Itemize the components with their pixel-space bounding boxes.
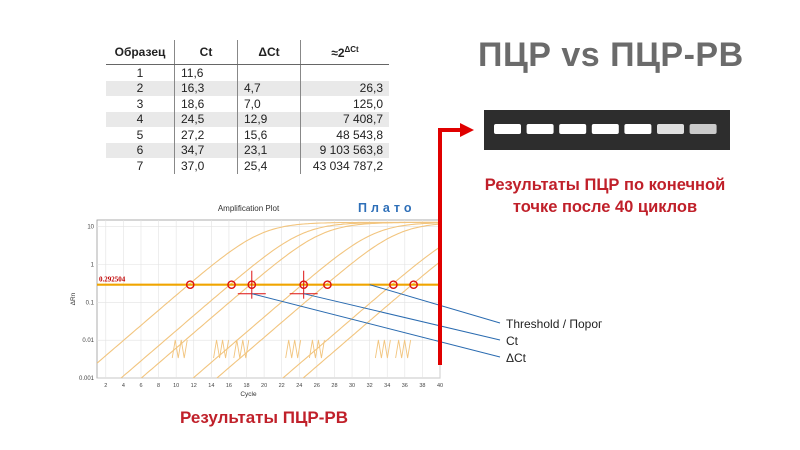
- x-tick-label: 34: [384, 383, 391, 389]
- threshold-value-label: 0.292504: [99, 275, 126, 284]
- y-tick-label: 0.001: [78, 376, 94, 382]
- cell-fold: 48 543,8: [301, 127, 390, 143]
- cell-ct: 11,6: [175, 65, 238, 81]
- x-tick-label: 16: [225, 383, 232, 389]
- cell-sample: 1: [136, 65, 144, 80]
- x-axis-label: Cycle: [240, 391, 257, 398]
- cell-sample: 5: [136, 127, 144, 142]
- x-tick-label: 10: [173, 383, 180, 389]
- y-axis-label: ΔRn: [70, 292, 77, 306]
- gel-band: [559, 124, 586, 134]
- x-tick-label: 26: [313, 383, 320, 389]
- x-tick-label: 40: [436, 383, 444, 389]
- plot-title: Amplification Plot: [217, 204, 280, 213]
- cell-sample: 7: [136, 158, 144, 173]
- gel-band: [527, 124, 554, 134]
- x-tick-label: 38: [419, 383, 426, 389]
- col-header-delta-ct: ΔCt: [238, 40, 301, 65]
- cell-fold: 9 103 563,8: [301, 143, 390, 159]
- col-header-sample: Образец: [106, 40, 175, 65]
- cell-delta-ct: 12,9: [238, 112, 301, 128]
- gel-band: [592, 124, 619, 134]
- y-tick-label: 10: [87, 224, 94, 231]
- cell-ct: 37,0: [175, 158, 238, 174]
- cell-delta-ct: 25,4: [238, 158, 301, 174]
- cell-delta-ct: 23,1: [238, 143, 301, 159]
- fold-header-exponent: ΔCt: [344, 44, 359, 54]
- x-tick-label: 4: [121, 383, 125, 389]
- x-tick-label: 2: [104, 383, 108, 389]
- cell-sample: 4: [106, 112, 175, 128]
- y-tick-label: 1: [90, 262, 94, 269]
- rt-pcr-caption: Результаты ПЦР-РВ: [180, 408, 348, 427]
- gel-caption: Результаты ПЦР по конечной точке после 40 циклов: [484, 176, 726, 216]
- x-tick-label: 22: [278, 383, 285, 389]
- cell-fold: 125,0: [301, 96, 390, 112]
- plateau-label: Плато: [358, 201, 416, 215]
- cell-fold: 43 034 787,2: [301, 158, 390, 174]
- y-tick-label: 0.01: [82, 338, 94, 345]
- gel-band: [624, 124, 651, 134]
- cell-fold: 26,3: [301, 81, 390, 97]
- cell-sample: 2: [106, 81, 175, 97]
- slide-title: ПЦР vs ПЦР-РВ: [478, 36, 744, 74]
- fold-header-base: ≈2: [331, 45, 345, 60]
- x-tick-label: 28: [331, 383, 338, 389]
- amplification-plot: [70, 204, 443, 398]
- cell-fold: 7 408,7: [301, 112, 390, 128]
- y-tick-label: 0.1: [85, 300, 94, 307]
- x-tick-label: 32: [366, 383, 373, 389]
- cell-ct: 34,7: [175, 143, 238, 159]
- cell-ct: 18,6: [175, 96, 238, 112]
- gel-band: [657, 124, 684, 134]
- gel-band: [690, 124, 717, 134]
- callout-threshold: Threshold / Порог: [506, 317, 603, 331]
- cell-ct: 24,5: [175, 112, 238, 128]
- cell-delta-ct: 4,7: [238, 81, 301, 97]
- cell-ct: 27,2: [175, 127, 238, 143]
- x-tick-label: 20: [261, 383, 268, 389]
- x-tick-label: 30: [348, 383, 356, 389]
- cell-sample: 6: [106, 143, 175, 159]
- x-tick-label: 36: [401, 383, 408, 389]
- cell-sample: 3: [136, 96, 144, 111]
- gel-image: [484, 110, 730, 150]
- arrow-head-icon: [460, 123, 474, 137]
- cell-ct: 16,3: [175, 81, 238, 97]
- x-tick-label: 24: [296, 383, 303, 389]
- x-tick-label: 6: [139, 383, 143, 389]
- x-tick-label: 12: [190, 383, 197, 389]
- col-header-ct: Ct: [175, 40, 238, 65]
- cell-delta-ct: 15,6: [238, 127, 301, 143]
- callout-ct: Ct: [506, 334, 518, 348]
- x-tick-label: 18: [243, 383, 250, 389]
- callout-delta-ct: ΔCt: [506, 351, 527, 365]
- cell-delta-ct: 7,0: [238, 96, 301, 112]
- x-tick-label: 14: [208, 383, 215, 389]
- x-tick-label: 8: [157, 383, 161, 389]
- gel-band: [494, 124, 521, 134]
